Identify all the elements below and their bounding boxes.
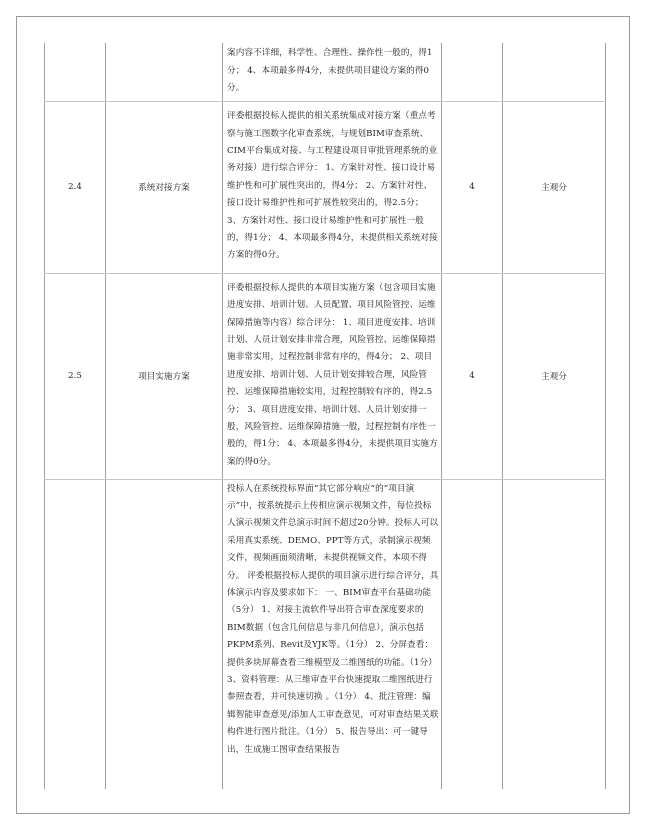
item-content: 评委根据投标人提供的本项目实施方案（包含项目实施进度安排、培训计划、人员配置、项目风险管控、运维保障措施等内容）综合评分： 1、项目进度安排、培训计划、人员计划安排非常合理，风险管控、运维保障措施非常实用，过程控制非常有序的，得4分； 2、项目进度安排、培训计划、人员计划安排较合理，风险管控、运维保障措施较实用，过程控制较有序的，得2.5分； 3、项目进度安排、培训计划、人员计划安排一般，风险管控、运维保障措施一般，过程控制有序性一般的，得1分； 4、本项最多得4分，未提供项目实施方案的得0分。 — [223, 273, 442, 479]
item-score — [442, 43, 503, 101]
item-score: 4 — [442, 273, 503, 479]
item-type — [503, 43, 606, 101]
item-name — [106, 479, 223, 789]
item-number — [45, 43, 106, 101]
item-type: 主观分 — [503, 101, 606, 273]
item-number: 2.5 — [45, 273, 106, 479]
item-content: 评委根据投标人提供的相关系统集成对接方案（重点考察与施工图数字化审查系统，与规划BIM审查系统、CIM平台集成对接、与工程建设项目审批管理系统的业务对接）进行综合评分： 1、方案针对性、接口设计易维护性和可扩展性突出的，得4分； 2、方案针对性、接口设计易维护性和可扩展性较突出的，得2.5分； 3、方案针对性、接口设计易维护性和可扩展性一般的，得1分； 4、本项最多得4分，未提供相关系统对接方案的得0分。 — [223, 101, 442, 273]
item-content: 投标人在系统投标界面“其它部分响应”的“项目演示”中，按系统提示上传相应演示视频文件，每位投标人演示视频文件总演示时间不超过20分钟。投标人可以采用真实系统、DEMO、PPT等方式，录制演示视频文件，视频画面须清晰，未提供视频文件，本项不得分。 评委根据投标人提供的项目演示进行综合评分，具体演示内容及要求如下： 一、BIM审查平台基础功能（5分） 1、对接主流软件导出符合审查深度要求的BIM数据（包含几何信息与非几何信息），演示包括PKPM系列、Revit及YJK等。（1分） 2、分屏查看：提供多块屏幕查看三维模型及二维图纸的功能。（1分） 3、资料管理：从三维审查平台快速提取二维图纸进行参照查看，并可快速切换 。（1分） 4、批注管理：编辑智能审查意见/添加人工审查意见，可对审查结果关联构件进行图片批注。（1分） 5、报告导出：可一键导出，生成施工图审查结果报告 — [223, 479, 442, 789]
item-number — [45, 479, 106, 789]
item-type — [503, 479, 606, 789]
scoring-table — [44, 43, 606, 789]
item-name — [106, 43, 223, 101]
item-score: 4 — [442, 101, 503, 273]
table-row — [45, 43, 606, 101]
item-name: 项目实施方案 — [106, 273, 223, 479]
table-row — [45, 101, 606, 273]
item-score — [442, 479, 503, 789]
table-row — [45, 273, 606, 479]
item-number: 2.4 — [45, 101, 106, 273]
item-content: 案内容不详细，科学性、合理性、操作性一般的，得1分； 4、本项最多得4分，未提供项目建设方案的得0分。 — [223, 43, 442, 101]
item-name: 系统对接方案 — [106, 101, 223, 273]
table-row — [45, 479, 606, 789]
item-type: 主观分 — [503, 273, 606, 479]
